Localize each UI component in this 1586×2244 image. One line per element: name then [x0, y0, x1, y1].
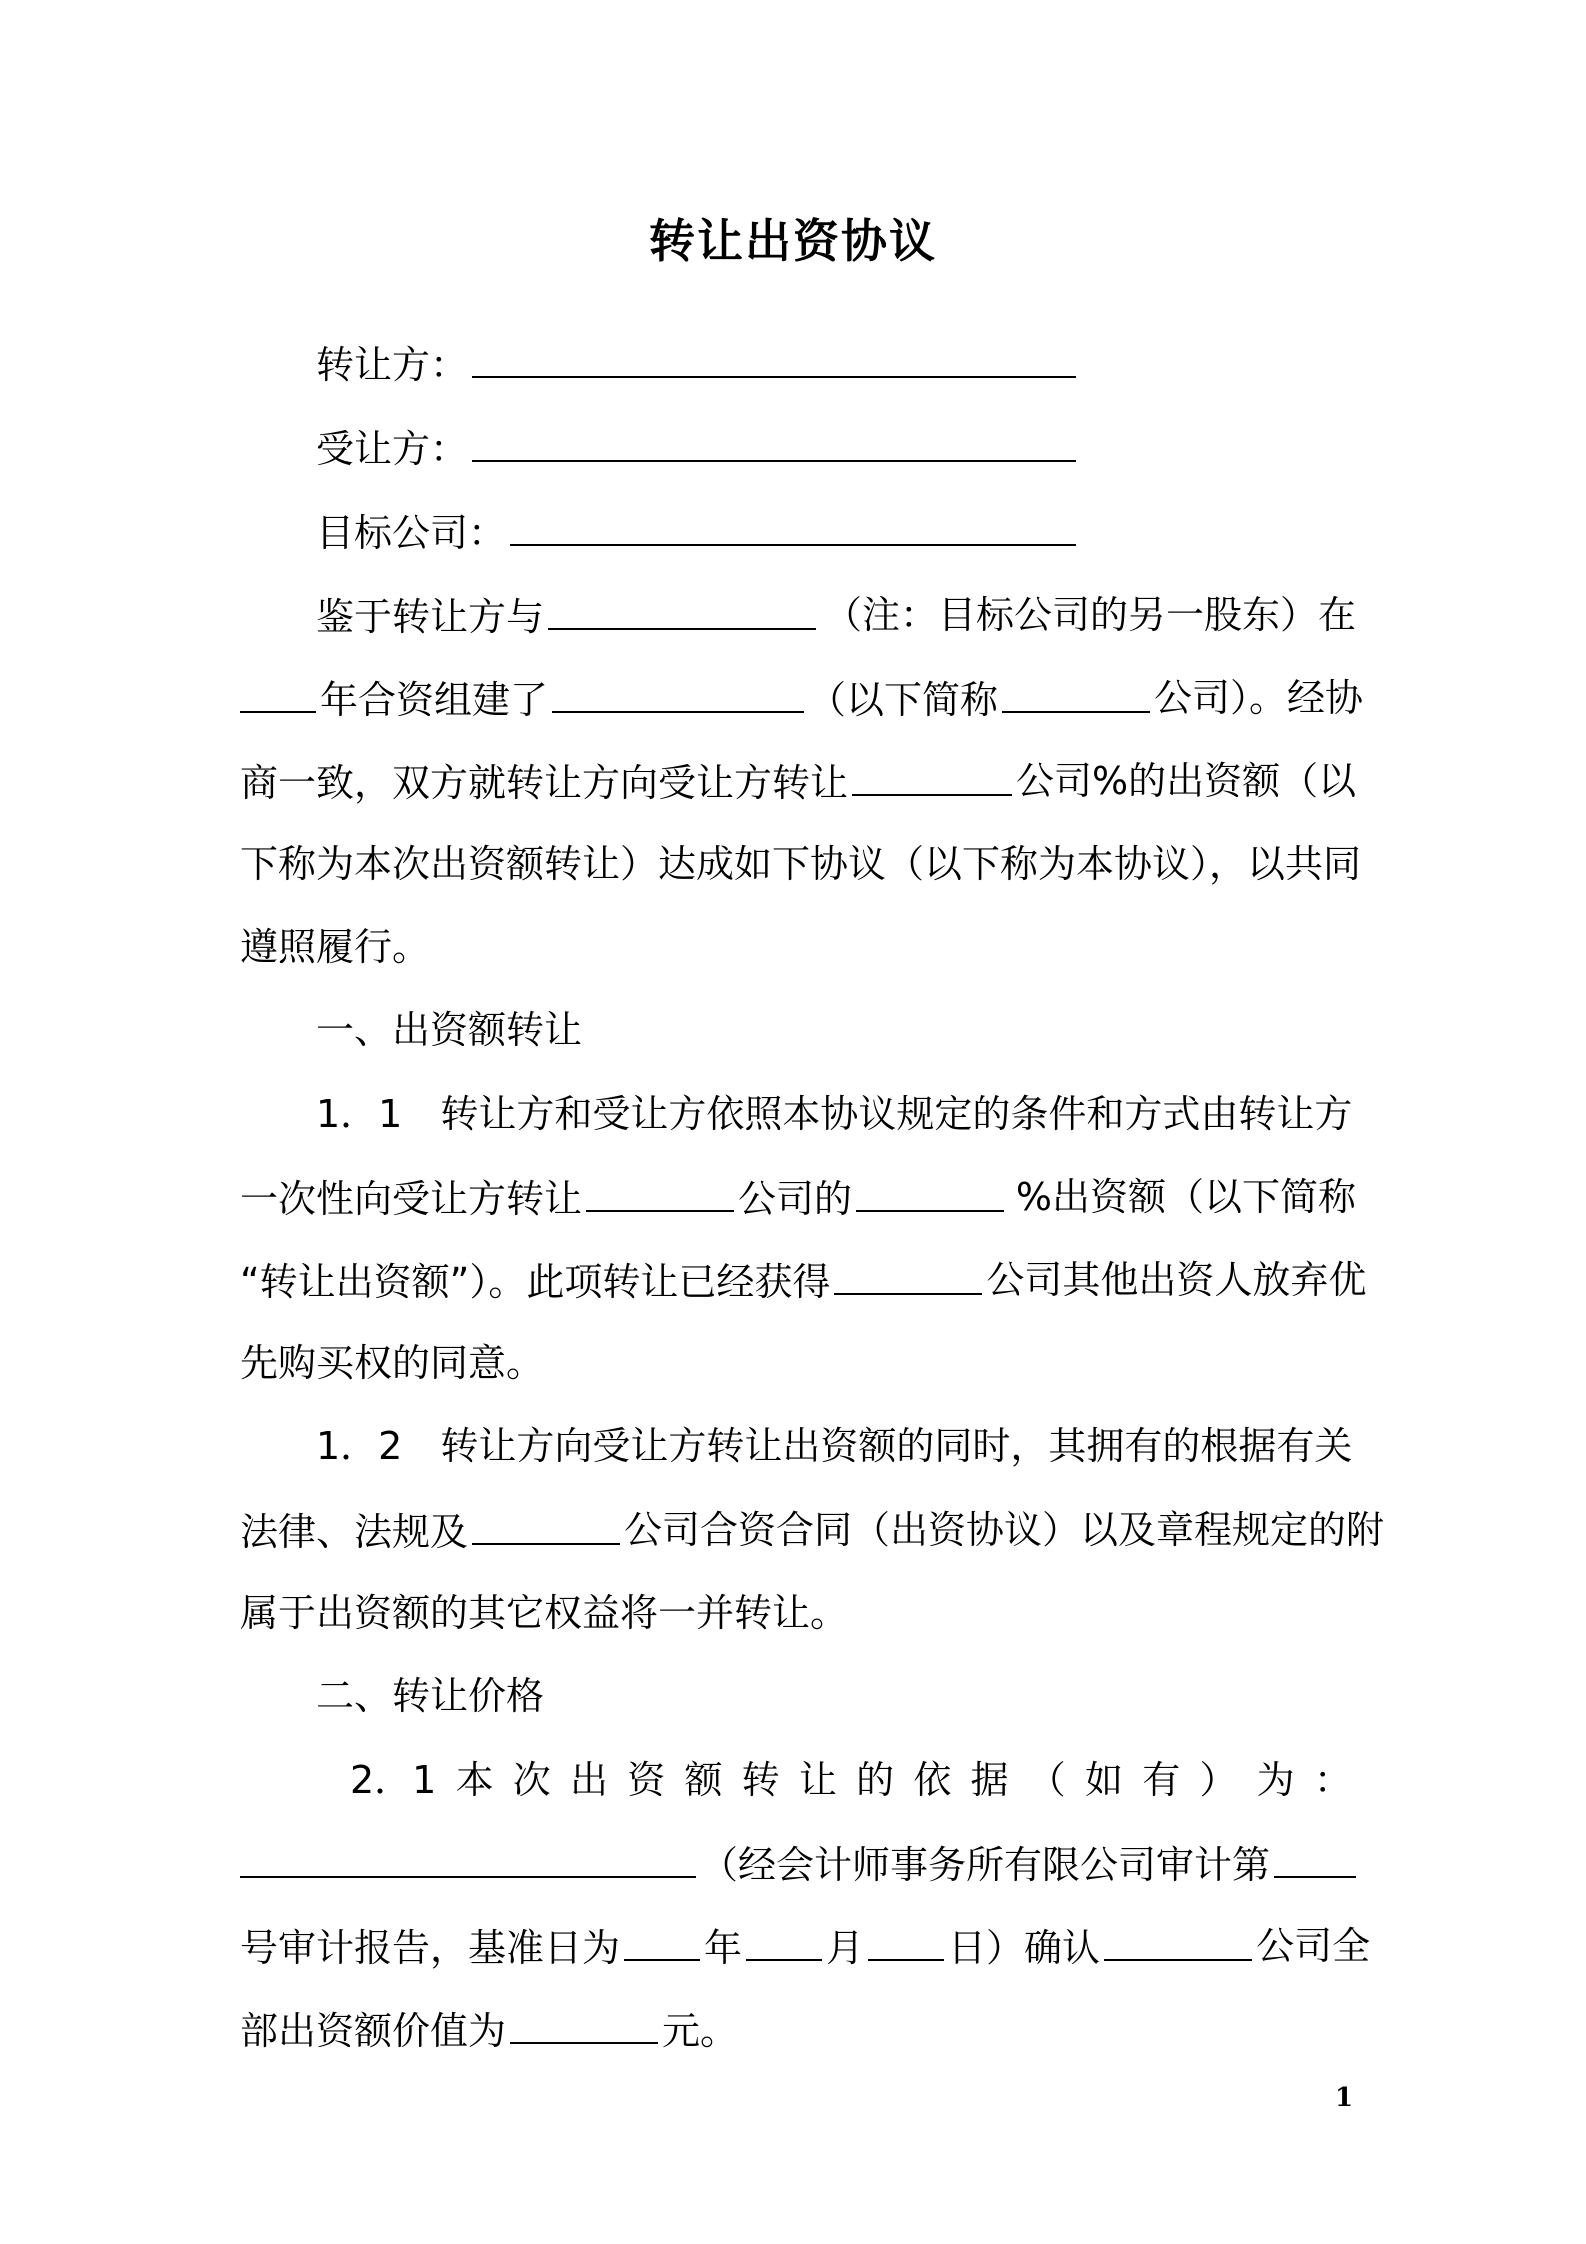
year-blank[interactable]	[624, 1921, 700, 1961]
value-blank[interactable]	[510, 2004, 658, 2044]
text: 月	[826, 1926, 865, 1970]
char: 为	[1256, 1758, 1295, 1802]
preamble-line-5: 遵照履行。	[240, 925, 431, 969]
text: 公司）。经协	[1154, 676, 1364, 720]
text: 公司其他出资人放弃优	[986, 1258, 1367, 1302]
char: 如	[1084, 1758, 1123, 1802]
clause-2-1-line-1	[350, 1755, 1352, 1805]
field-label: 目标公司：	[316, 511, 507, 555]
field-transferor	[316, 338, 1432, 390]
clause-1-1-line-4: 先购买权的同意。	[240, 1341, 545, 1385]
char: 转	[741, 1758, 780, 1802]
section-1-heading: 一、出资额转让	[316, 1008, 583, 1052]
clause-2-1-line-4	[240, 2004, 1356, 2056]
company-blank[interactable]	[852, 756, 1012, 796]
transferor-blank[interactable]	[472, 338, 1076, 378]
text: 一次性向受让方转让	[240, 1177, 583, 1221]
text: 年合资组建了	[320, 678, 549, 722]
text: 法律、法规及	[240, 1510, 469, 1554]
char: 出	[570, 1758, 609, 1802]
char: 资	[627, 1758, 666, 1802]
preamble-line-4: 下称为本次出资额转让）达成如下协议（以下称为本协议），以共同	[240, 842, 1362, 886]
document-title: 转让出资协议	[649, 214, 937, 268]
target-company-blank[interactable]	[510, 506, 1076, 546]
clause-number: 2．1	[350, 1758, 437, 1802]
preamble-line-1	[316, 590, 1356, 642]
field-label: 受让方：	[316, 427, 469, 471]
field-transferee	[316, 422, 1432, 474]
char: 有	[1142, 1758, 1181, 1802]
clause-1-1-line-3	[240, 1255, 1367, 1307]
char: 本	[455, 1758, 494, 1802]
preamble-line-3	[240, 756, 1356, 808]
company-blank[interactable]	[472, 1505, 620, 1545]
clause-2-1-line-2	[240, 1838, 1356, 1890]
char: 依	[913, 1758, 952, 1802]
field-label: 转让方：	[316, 343, 469, 387]
other-shareholder-blank[interactable]	[548, 590, 816, 630]
preamble-line-2	[240, 673, 1364, 725]
company-blank[interactable]	[586, 1172, 734, 1212]
day-blank[interactable]	[868, 1921, 944, 1961]
clause-1-1-line-2	[240, 1172, 1356, 1224]
char: ：	[1313, 1758, 1352, 1802]
clause-1-2-line-1	[316, 1421, 1356, 1471]
char: （	[1027, 1758, 1066, 1802]
page-number: 1	[1335, 2083, 1354, 2113]
company-blank[interactable]	[1104, 1921, 1252, 1961]
clause-2-1-line-3	[240, 1921, 1371, 1973]
text: 公司合资合同（出资协议）以及章程规定的附	[624, 1508, 1385, 1552]
year-blank[interactable]	[240, 673, 316, 713]
text: 1．1 转让方和受让方依照本协议规定的条件和方式由转让方	[316, 1092, 1353, 1136]
clause-1-1-line-1	[316, 1089, 1356, 1139]
text: 公司全	[1256, 1924, 1371, 1968]
clause-1-2-line-2	[240, 1505, 1385, 1557]
char: 据	[970, 1758, 1009, 1802]
char: 额	[684, 1758, 723, 1802]
text: （以下简称	[808, 678, 999, 722]
char: 次	[512, 1758, 551, 1802]
char: 的	[856, 1758, 895, 1802]
text: 元。	[662, 2009, 739, 2053]
char: 让	[798, 1758, 837, 1802]
text: 商一致，双方就转让方向受让方转让	[240, 761, 849, 805]
text: （经会计师事务所有限公司审计第	[700, 1843, 1271, 1887]
text: %出资额（以下简称	[1015, 1175, 1356, 1219]
company-blank[interactable]	[552, 673, 804, 713]
clause-1-2-line-3: 属于出资额的其它权益将一并转让。	[240, 1591, 849, 1635]
text: 公司的	[738, 1177, 853, 1221]
text: “转让出资额”）。此项转让已经获得	[240, 1260, 831, 1304]
section-2-heading: 二、转让价格	[316, 1674, 545, 1718]
char: ）	[1199, 1758, 1238, 1802]
text: 公司%的出资额（以	[1016, 759, 1357, 803]
company-blank[interactable]	[834, 1255, 982, 1295]
text: 年	[704, 1926, 743, 1970]
text: 日）确认	[948, 1926, 1101, 1970]
report-number-blank[interactable]	[1274, 1838, 1356, 1878]
text: 1．2 转让方向受让方转让出资额的同时，其拥有的根据有关	[316, 1424, 1353, 1468]
short-name-blank[interactable]	[1002, 673, 1150, 713]
text: 鉴于转让方与	[316, 595, 545, 639]
text: （注：目标公司的另一股东）在	[823, 593, 1356, 637]
text: 号审计报告，基准日为	[240, 1926, 621, 1970]
percent-blank[interactable]	[856, 1172, 1004, 1212]
month-blank[interactable]	[746, 1921, 822, 1961]
text: 部出资额价值为	[240, 2009, 507, 2053]
basis-blank[interactable]	[240, 1838, 696, 1878]
field-target-company	[316, 506, 1432, 558]
transferee-blank[interactable]	[472, 422, 1076, 462]
